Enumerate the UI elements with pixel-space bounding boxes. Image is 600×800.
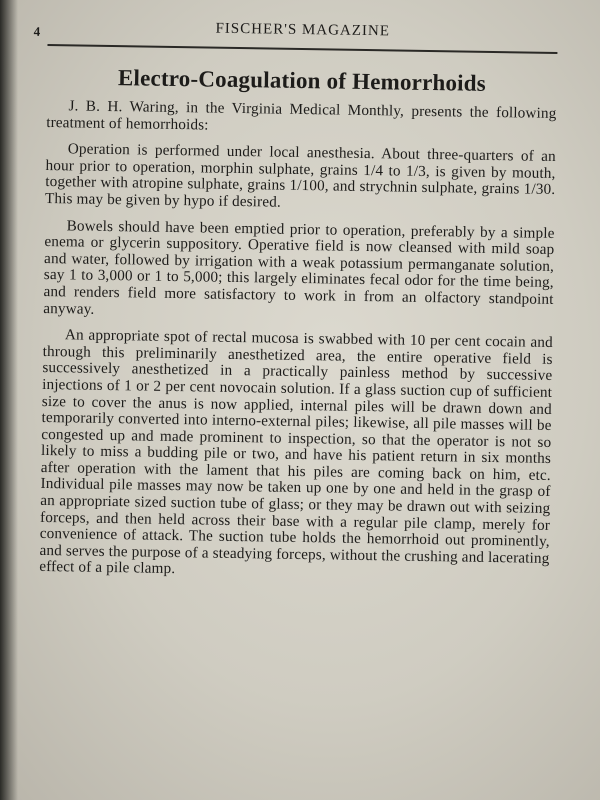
paragraph-anesthesia: Operation is performed under local anesthesia. About three-quarters of an hour prior to operation, morphin sulphate, grains 1/4 to 1/3, is given by mouth, together with atropine sulphate, grains 1/100, and strychnin sulphate, grains 1/30. This may be given by hypo if desired. [44,140,556,211]
magazine-page [33,10,558,798]
paragraph-procedure: An appropriate spot of rectal mucosa is swabbed with 10 per cent cocain and through this preliminarily anesthetized area, the entire operative field is successively anesthetized in a practically painless method by successive injections of 1 or 2 per cent novocain solution. If a glass suction cup of sufficient size to cover the anus is now applied, internal piles will be drawn down and temporarily converted into interno-external piles; likewise, all pile masses will be congested up and made prominent to inspection, so that the operator is not so likely to miss a budding pile or two, and have his patient return in six months after operation with the lament that his piles are coming back on him, etc. Individual pile masses may now be taken up one by one and held in the grasp of an appropriate sized suction tube of glass; or they may be drawn out with seizing forceps, and then held across their base with a regular pile clamp, merely for convenience of attack. The suction tube holds the hemorrhoid out prominently, and serves the purpose of a steadying forceps, without the crushing and lacerating effect of a pile clamp. [39,326,554,578]
header-rule [47,44,557,54]
binding-shadow [0,0,18,800]
paragraph-preparation: Bowels should have been emptied prior to operation, preferably by a simple enema or glycerin suppository. Operative field is now cleansed with mild soap and water, followed by irrigation with a weak potassium permanganate solution, say 1 to 3,000 or 1 to 5,000; this largely eliminates fecal odor for the time being, and renders field more satisfactory to work in from an olfactory standpoint anyway. [43,216,555,318]
magazine-title: FISCHER'S MAGAZINE [215,20,391,40]
paragraph-intro: J. B. H. Waring, in the Virginia Medical Monthly, presents the following treatment of hemorrhoids: [46,97,557,134]
article-title: Electro-Coagulation of Hemorrhoids [117,65,487,96]
page-number: 4 [33,23,41,39]
running-header [33,10,558,44]
